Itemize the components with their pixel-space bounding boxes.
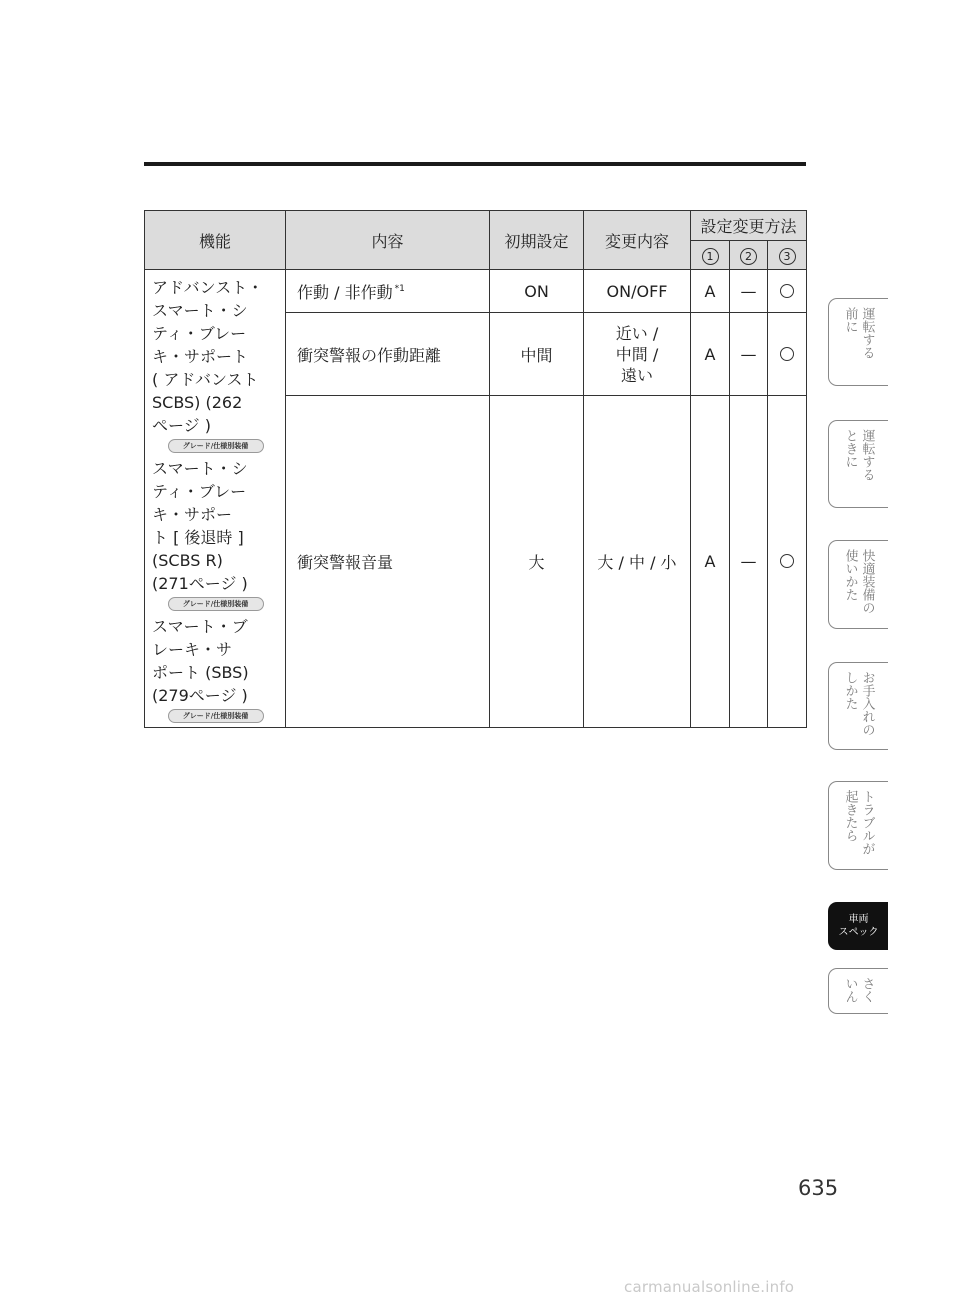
feature-line: スマート・ブ [152, 617, 248, 636]
feature-line: ページ ) [152, 416, 212, 435]
method-3-cell [768, 270, 807, 313]
feature-line: (271ページ ) [152, 574, 248, 593]
grade-badge: グレード/仕様別装備 [168, 439, 264, 453]
tab-comfort-features[interactable]: 快適装備の 使いかた [828, 540, 888, 629]
feature-line: SCBS) (262 [152, 393, 243, 412]
method-2-cell: — [730, 270, 768, 313]
grade-badge: グレード/仕様別装備 [168, 597, 264, 611]
feature-line: ポート (SBS) [152, 663, 249, 682]
table-row [145, 270, 807, 313]
feature-line: ト [ 後退時 ] [152, 528, 244, 547]
feature-line: スマート・シ [152, 301, 248, 320]
method-3-cell [768, 313, 807, 396]
content-cell: 衝突警報の作動距離 [286, 313, 490, 396]
header-default: 初期設定 [490, 211, 584, 270]
circle-icon [780, 284, 794, 298]
change-cell: 近い / 中間 / 遠い [584, 313, 691, 396]
feature-line: (279ページ ) [152, 686, 248, 705]
tab-while-driving[interactable]: 運転する ときに [828, 420, 888, 508]
content-cell: 衝突警報音量 [286, 396, 490, 728]
feature-line: スマート・シ [152, 459, 248, 478]
method-1-cell: A [691, 396, 730, 728]
header-method: 設定変更方法 [691, 211, 807, 241]
feature-line: (SCBS R) [152, 551, 223, 570]
method-1-cell: A [691, 270, 730, 313]
circle-icon [780, 554, 794, 568]
grade-badge: グレード/仕様別装備 [168, 709, 264, 723]
feature-line: レーキ・サ [152, 640, 233, 659]
footnote-mark: *1 [394, 283, 405, 294]
method-2-cell: — [730, 313, 768, 396]
change-cell: 大 / 中 / 小 [584, 396, 691, 728]
header-content: 内容 [286, 211, 490, 270]
default-cell: ON [490, 270, 584, 313]
settings-table [144, 210, 807, 728]
feature-line: ( アドバンスト [152, 370, 259, 389]
header-change: 変更内容 [584, 211, 691, 270]
header-method-3: 3 [768, 241, 807, 270]
tab-maintenance[interactable]: お手入れの しかた [828, 662, 888, 750]
change-cell: ON/OFF [584, 270, 691, 313]
feature-line: ティ・ブレー [152, 482, 247, 501]
tab-index[interactable]: さく いん [828, 968, 888, 1014]
header-method-1: 1 [691, 241, 730, 270]
default-cell: 大 [490, 396, 584, 728]
feature-cell [145, 270, 286, 728]
default-cell: 中間 [490, 313, 584, 396]
watermark: carmanualsonline.info [624, 1278, 795, 1296]
method-2-cell: — [730, 396, 768, 728]
tab-before-driving[interactable]: 運転する 前に [828, 298, 888, 386]
feature-line: ティ・ブレー [152, 324, 247, 343]
header-feature: 機能 [145, 211, 286, 270]
method-1-cell: A [691, 313, 730, 396]
feature-line: キ・サポート [152, 347, 249, 366]
content-cell: 作動 / 非作動 $^{*1}$ [286, 270, 490, 313]
header-method-2: 2 [730, 241, 768, 270]
top-rule [144, 162, 806, 166]
feature-line: キ・サポー [152, 505, 233, 524]
feature-line: アドバンスト・ [152, 278, 264, 297]
tab-troubleshooting[interactable]: トラブルが 起きたら [828, 781, 888, 870]
circle-icon [780, 347, 794, 361]
page-number: 635 [798, 1176, 839, 1200]
method-3-cell [768, 396, 807, 728]
tab-vehicle-specs[interactable]: 車両 スペック [828, 902, 888, 950]
